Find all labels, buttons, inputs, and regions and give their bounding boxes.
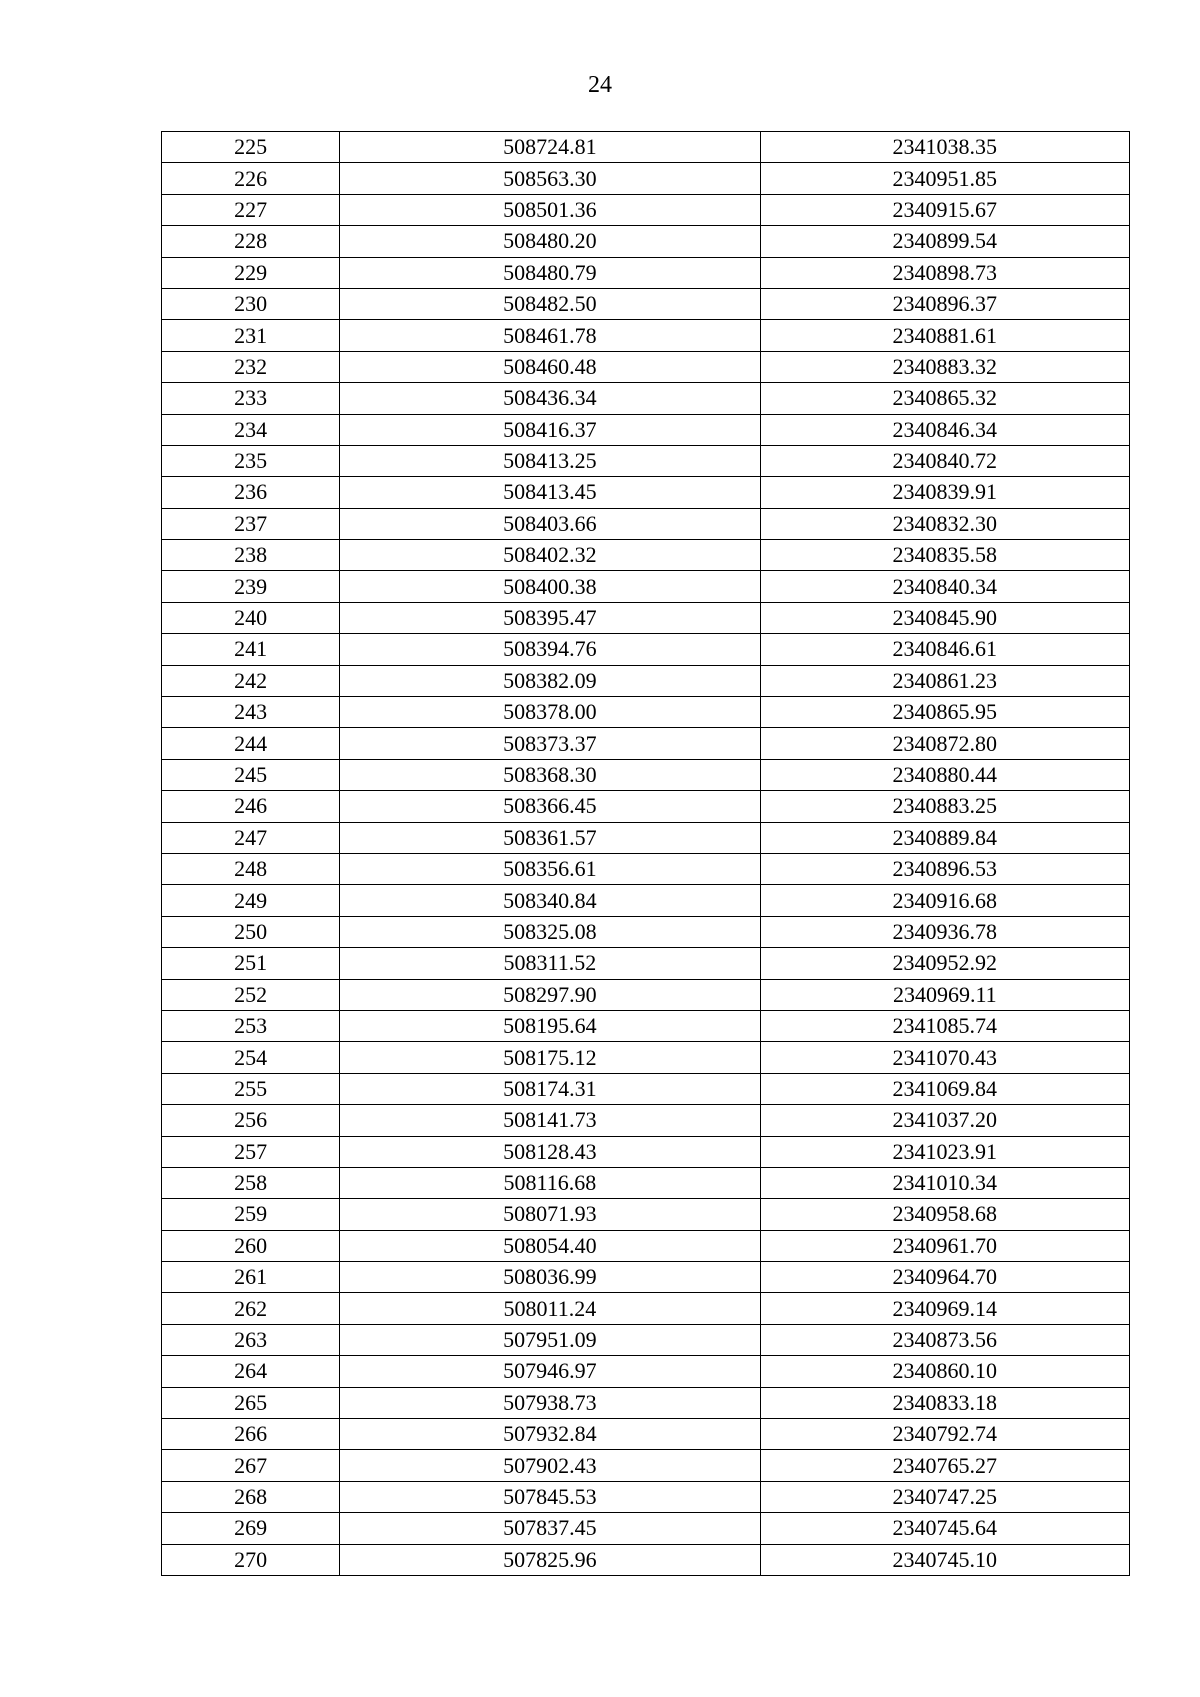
x-coordinate-cell: 507845.53	[340, 1481, 760, 1512]
x-coordinate-cell: 508501.36	[340, 194, 760, 225]
y-coordinate-cell: 2340745.64	[760, 1513, 1129, 1544]
x-coordinate-cell: 508378.00	[340, 697, 760, 728]
point-number-cell: 247	[162, 822, 340, 853]
x-coordinate-cell: 508394.76	[340, 634, 760, 665]
x-coordinate-cell: 507837.45	[340, 1513, 760, 1544]
point-number-cell: 229	[162, 257, 340, 288]
table-row	[162, 1293, 1130, 1324]
point-number-cell: 269	[162, 1513, 340, 1544]
x-coordinate-cell: 508297.90	[340, 979, 760, 1010]
y-coordinate-cell: 2340881.61	[760, 320, 1129, 351]
point-number-cell: 230	[162, 288, 340, 319]
point-number-cell: 245	[162, 759, 340, 790]
table-row	[162, 1136, 1130, 1167]
table-row	[162, 979, 1130, 1010]
table-row	[162, 1356, 1130, 1387]
point-number-cell: 251	[162, 948, 340, 979]
y-coordinate-cell: 2340840.72	[760, 445, 1129, 476]
x-coordinate-cell: 508460.48	[340, 351, 760, 382]
y-coordinate-cell: 2340936.78	[760, 916, 1129, 947]
table-row	[162, 853, 1130, 884]
point-number-cell: 255	[162, 1073, 340, 1104]
x-coordinate-cell: 508382.09	[340, 665, 760, 696]
y-coordinate-cell: 2340961.70	[760, 1230, 1129, 1261]
point-number-cell: 233	[162, 383, 340, 414]
x-coordinate-cell: 508724.81	[340, 132, 760, 163]
y-coordinate-cell: 2341010.34	[760, 1167, 1129, 1198]
x-coordinate-cell: 508356.61	[340, 853, 760, 884]
table-row	[162, 508, 1130, 539]
x-coordinate-cell: 508195.64	[340, 1010, 760, 1041]
point-number-cell: 250	[162, 916, 340, 947]
table-row	[162, 728, 1130, 759]
point-number-cell: 254	[162, 1042, 340, 1073]
point-number-cell: 227	[162, 194, 340, 225]
point-number-cell: 252	[162, 979, 340, 1010]
table-row	[162, 1199, 1130, 1230]
y-coordinate-cell: 2340840.34	[760, 571, 1129, 602]
x-coordinate-cell: 508361.57	[340, 822, 760, 853]
point-number-cell: 244	[162, 728, 340, 759]
y-coordinate-cell: 2340865.32	[760, 383, 1129, 414]
point-number-cell: 257	[162, 1136, 340, 1167]
x-coordinate-cell: 508141.73	[340, 1105, 760, 1136]
y-coordinate-cell: 2340952.92	[760, 948, 1129, 979]
y-coordinate-cell: 2340861.23	[760, 665, 1129, 696]
point-number-cell: 232	[162, 351, 340, 382]
coordinate-table	[161, 131, 1130, 1576]
y-coordinate-cell: 2340969.11	[760, 979, 1129, 1010]
y-coordinate-cell: 2340899.54	[760, 226, 1129, 257]
point-number-cell: 235	[162, 445, 340, 476]
x-coordinate-cell: 508311.52	[340, 948, 760, 979]
y-coordinate-cell: 2340865.95	[760, 697, 1129, 728]
y-coordinate-cell: 2340898.73	[760, 257, 1129, 288]
y-coordinate-cell: 2340896.37	[760, 288, 1129, 319]
y-coordinate-cell: 2340873.56	[760, 1324, 1129, 1355]
point-number-cell: 239	[162, 571, 340, 602]
y-coordinate-cell: 2340846.34	[760, 414, 1129, 445]
table-row	[162, 602, 1130, 633]
table-row	[162, 791, 1130, 822]
y-coordinate-cell: 2340839.91	[760, 477, 1129, 508]
table-row	[162, 1262, 1130, 1293]
point-number-cell: 261	[162, 1262, 340, 1293]
point-number-cell: 231	[162, 320, 340, 351]
point-number-cell: 228	[162, 226, 340, 257]
y-coordinate-cell: 2340915.67	[760, 194, 1129, 225]
x-coordinate-cell: 508011.24	[340, 1293, 760, 1324]
table-row	[162, 226, 1130, 257]
y-coordinate-cell: 2341023.91	[760, 1136, 1129, 1167]
point-number-cell: 266	[162, 1419, 340, 1450]
table-row	[162, 257, 1130, 288]
x-coordinate-cell: 507946.97	[340, 1356, 760, 1387]
x-coordinate-cell: 508395.47	[340, 602, 760, 633]
point-number-cell: 267	[162, 1450, 340, 1481]
y-coordinate-cell: 2340832.30	[760, 508, 1129, 539]
x-coordinate-cell: 508436.34	[340, 383, 760, 414]
table-row	[162, 288, 1130, 319]
x-coordinate-cell: 508175.12	[340, 1042, 760, 1073]
table-row	[162, 1324, 1130, 1355]
point-number-cell: 238	[162, 540, 340, 571]
point-number-cell: 270	[162, 1544, 340, 1575]
y-coordinate-cell: 2341085.74	[760, 1010, 1129, 1041]
point-number-cell: 264	[162, 1356, 340, 1387]
x-coordinate-cell: 508340.84	[340, 885, 760, 916]
x-coordinate-cell: 508116.68	[340, 1167, 760, 1198]
x-coordinate-cell: 508413.45	[340, 477, 760, 508]
table-row	[162, 697, 1130, 728]
point-number-cell: 242	[162, 665, 340, 696]
table-row	[162, 163, 1130, 194]
y-coordinate-cell: 2340883.25	[760, 791, 1129, 822]
x-coordinate-cell: 508366.45	[340, 791, 760, 822]
point-number-cell: 234	[162, 414, 340, 445]
table-row	[162, 1387, 1130, 1418]
y-coordinate-cell: 2340845.90	[760, 602, 1129, 633]
page-number: 24	[588, 72, 612, 98]
y-coordinate-cell: 2340964.70	[760, 1262, 1129, 1293]
x-coordinate-cell: 508482.50	[340, 288, 760, 319]
table-row	[162, 1419, 1130, 1450]
x-coordinate-cell: 508416.37	[340, 414, 760, 445]
y-coordinate-cell: 2340958.68	[760, 1199, 1129, 1230]
y-coordinate-cell: 2340969.14	[760, 1293, 1129, 1324]
table-row	[162, 132, 1130, 163]
x-coordinate-cell: 507902.43	[340, 1450, 760, 1481]
point-number-cell: 246	[162, 791, 340, 822]
y-coordinate-cell: 2340916.68	[760, 885, 1129, 916]
table-row	[162, 571, 1130, 602]
x-coordinate-cell: 508461.78	[340, 320, 760, 351]
point-number-cell: 262	[162, 1293, 340, 1324]
y-coordinate-cell: 2340765.27	[760, 1450, 1129, 1481]
point-number-cell: 240	[162, 602, 340, 633]
point-number-cell: 259	[162, 1199, 340, 1230]
point-number-cell: 265	[162, 1387, 340, 1418]
point-number-cell: 263	[162, 1324, 340, 1355]
point-number-cell: 258	[162, 1167, 340, 1198]
table-row	[162, 194, 1130, 225]
point-number-cell: 249	[162, 885, 340, 916]
x-coordinate-cell: 508563.30	[340, 163, 760, 194]
table-row	[162, 916, 1130, 947]
x-coordinate-cell: 507932.84	[340, 1419, 760, 1450]
x-coordinate-cell: 508480.20	[340, 226, 760, 257]
x-coordinate-cell: 508400.38	[340, 571, 760, 602]
x-coordinate-cell: 508174.31	[340, 1073, 760, 1104]
x-coordinate-cell: 508402.32	[340, 540, 760, 571]
point-number-cell: 237	[162, 508, 340, 539]
table-row	[162, 1105, 1130, 1136]
y-coordinate-cell: 2341037.20	[760, 1105, 1129, 1136]
point-number-cell: 248	[162, 853, 340, 884]
y-coordinate-cell: 2341038.35	[760, 132, 1129, 163]
table-row	[162, 540, 1130, 571]
point-number-cell: 225	[162, 132, 340, 163]
table-row	[162, 948, 1130, 979]
x-coordinate-cell: 508373.37	[340, 728, 760, 759]
point-number-cell: 236	[162, 477, 340, 508]
y-coordinate-cell: 2340860.10	[760, 1356, 1129, 1387]
point-number-cell: 256	[162, 1105, 340, 1136]
y-coordinate-cell: 2340835.58	[760, 540, 1129, 571]
x-coordinate-cell: 508368.30	[340, 759, 760, 790]
x-coordinate-cell: 508128.43	[340, 1136, 760, 1167]
x-coordinate-cell: 508325.08	[340, 916, 760, 947]
y-coordinate-cell: 2340896.53	[760, 853, 1129, 884]
x-coordinate-cell: 507825.96	[340, 1544, 760, 1575]
table-row	[162, 1513, 1130, 1544]
x-coordinate-cell: 507938.73	[340, 1387, 760, 1418]
point-number-cell: 268	[162, 1481, 340, 1512]
x-coordinate-cell: 507951.09	[340, 1324, 760, 1355]
y-coordinate-cell: 2341070.43	[760, 1042, 1129, 1073]
y-coordinate-cell: 2340833.18	[760, 1387, 1129, 1418]
y-coordinate-cell: 2340880.44	[760, 759, 1129, 790]
y-coordinate-cell: 2340846.61	[760, 634, 1129, 665]
table-row	[162, 477, 1130, 508]
table-row	[162, 351, 1130, 382]
table-row	[162, 665, 1130, 696]
y-coordinate-cell: 2340951.85	[760, 163, 1129, 194]
x-coordinate-cell: 508480.79	[340, 257, 760, 288]
table-row	[162, 1230, 1130, 1261]
x-coordinate-cell: 508403.66	[340, 508, 760, 539]
point-number-cell: 260	[162, 1230, 340, 1261]
table-row	[162, 634, 1130, 665]
x-coordinate-cell: 508054.40	[340, 1230, 760, 1261]
table-row	[162, 383, 1130, 414]
y-coordinate-cell: 2340883.32	[760, 351, 1129, 382]
table-row	[162, 1042, 1130, 1073]
x-coordinate-cell: 508036.99	[340, 1262, 760, 1293]
point-number-cell: 243	[162, 697, 340, 728]
x-coordinate-cell: 508413.25	[340, 445, 760, 476]
table-row	[162, 1073, 1130, 1104]
table-row	[162, 445, 1130, 476]
table-row	[162, 320, 1130, 351]
y-coordinate-cell: 2341069.84	[760, 1073, 1129, 1104]
x-coordinate-cell: 508071.93	[340, 1199, 760, 1230]
table-row	[162, 1167, 1130, 1198]
point-number-cell: 253	[162, 1010, 340, 1041]
point-number-cell: 241	[162, 634, 340, 665]
table-row	[162, 1481, 1130, 1512]
table-row	[162, 885, 1130, 916]
point-number-cell: 226	[162, 163, 340, 194]
table-row	[162, 1010, 1130, 1041]
table-body	[162, 132, 1130, 1576]
table-row	[162, 1450, 1130, 1481]
y-coordinate-cell: 2340792.74	[760, 1419, 1129, 1450]
y-coordinate-cell: 2340747.25	[760, 1481, 1129, 1512]
table-row	[162, 1544, 1130, 1575]
y-coordinate-cell: 2340872.80	[760, 728, 1129, 759]
table-row	[162, 414, 1130, 445]
y-coordinate-cell: 2340745.10	[760, 1544, 1129, 1575]
table-row	[162, 822, 1130, 853]
table-row	[162, 759, 1130, 790]
y-coordinate-cell: 2340889.84	[760, 822, 1129, 853]
